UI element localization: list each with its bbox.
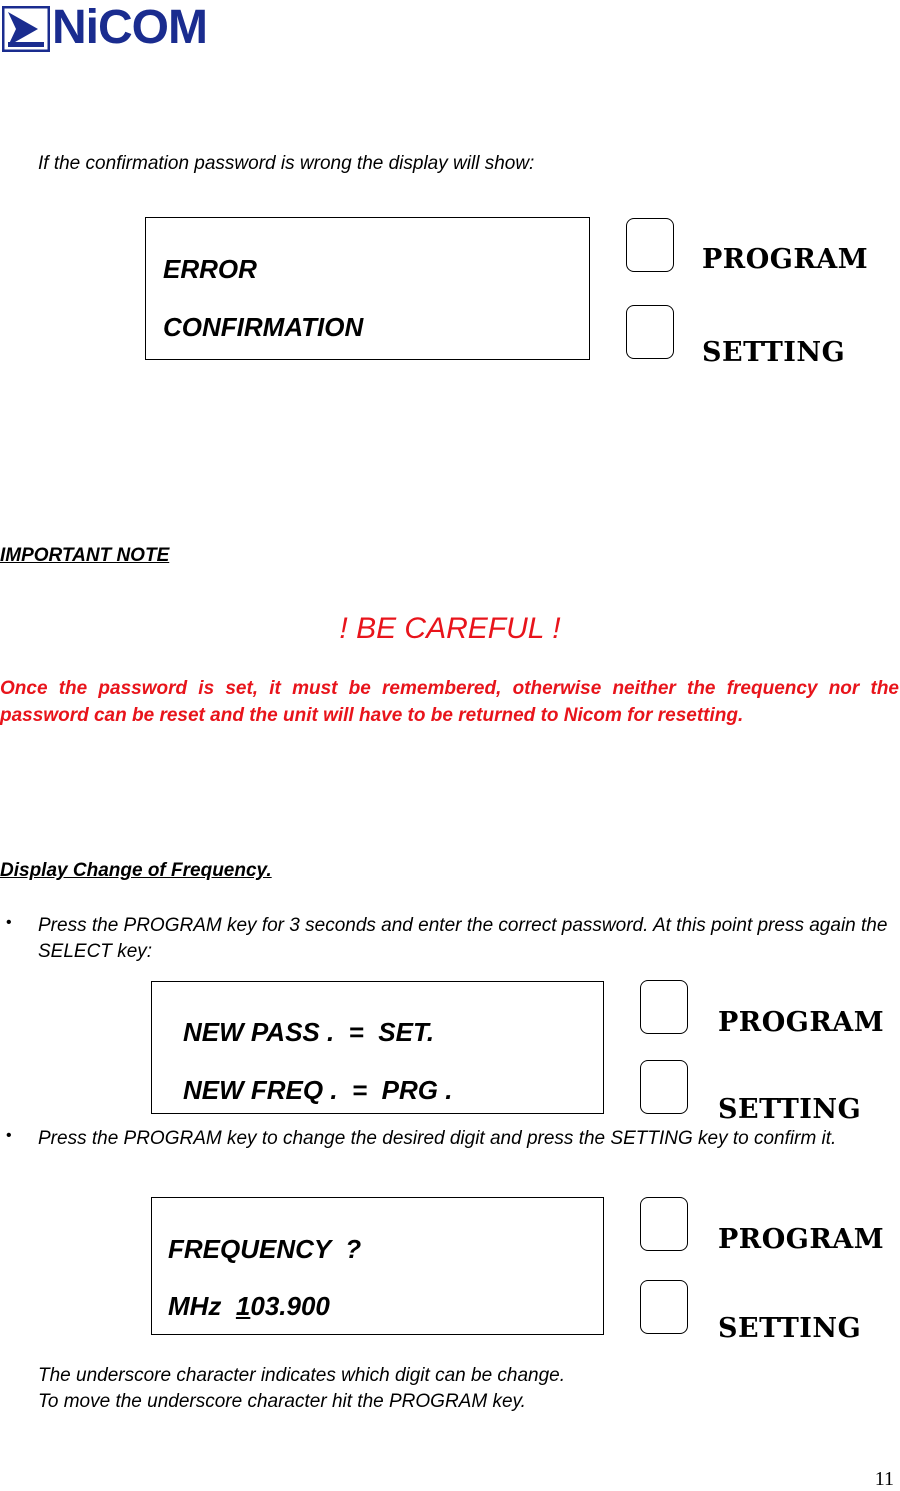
nicom-logo	[2, 1, 232, 54]
intro-text: If the confirmation password is wrong the display will show:	[38, 153, 535, 174]
bullet-1-text: Press the PROGRAM key for 3 seconds and enter the correct password. At this point press again the SELECT key:	[38, 915, 888, 962]
page-number: 11	[874, 1468, 894, 1490]
display-line-2: CONFIRMATION	[163, 312, 364, 342]
lcd-display-error	[145, 217, 590, 360]
setting-key-button[interactable]	[626, 305, 674, 359]
lcd-display-frequency	[151, 1197, 604, 1335]
bullet-dot-1: •	[6, 914, 12, 931]
logo-wordmark: NiCOM	[52, 1, 207, 54]
display-line-1: FREQUENCY ?	[168, 1234, 362, 1264]
bullet-2-text: Press the PROGRAM key to change the desired digit and press the SETTING key to confirm it.	[38, 1128, 837, 1149]
logo-arrow-icon	[2, 6, 50, 52]
display-line-1: ERROR	[163, 254, 257, 284]
setting-key-label: SETTING	[702, 337, 846, 368]
program-key-label: PROGRAM	[702, 244, 869, 275]
underscored-digit: 1	[235, 1291, 251, 1321]
setting-key-label: SETTING	[718, 1094, 862, 1125]
display-line-2: NEW FREQ . = PRG .	[183, 1075, 453, 1105]
lcd-display-menu	[151, 981, 604, 1114]
bullet-dot-2: •	[6, 1127, 12, 1144]
program-key-button[interactable]	[626, 218, 674, 272]
footer-note-2: To move the underscore character hit the PROGRAM key.	[38, 1391, 526, 1412]
section-title: Display Change of Frequency.	[0, 860, 272, 881]
footer-note-1: The underscore character indicates which digit can be change.	[38, 1365, 566, 1386]
setting-key-label: SETTING	[718, 1313, 862, 1344]
frequency-rest: 03.900	[250, 1291, 330, 1321]
frequency-unit: MHz	[168, 1291, 236, 1321]
careful-title: ! BE CAREFUL !	[339, 612, 561, 645]
program-key-button[interactable]	[640, 980, 688, 1034]
program-key-label: PROGRAM	[718, 1224, 885, 1255]
display-line-1: NEW PASS . = SET.	[183, 1017, 435, 1047]
setting-key-button[interactable]	[640, 1280, 688, 1334]
program-key-button[interactable]	[640, 1197, 688, 1251]
setting-key-button[interactable]	[640, 1060, 688, 1114]
important-note-heading: IMPORTANT NOTE	[0, 545, 170, 566]
warning-text: Once the password is set, it must be remembered, otherwise neither the frequency nor the password can be reset and the unit will have to be returned to Nicom for resetting.	[0, 678, 899, 726]
display-line-2	[168, 1291, 330, 1322]
program-key-label: PROGRAM	[718, 1007, 885, 1038]
